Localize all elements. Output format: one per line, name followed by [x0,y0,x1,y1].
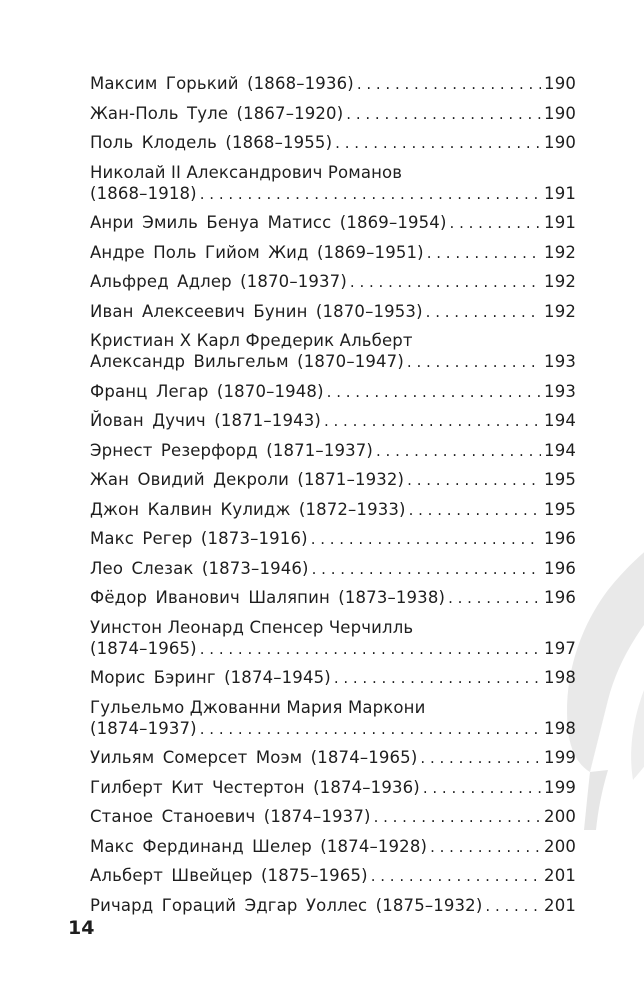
toc-entry-page: 190 [544,133,576,152]
toc-entry-page: 193 [544,352,576,371]
toc-entry-row [90,777,576,798]
toc-entry-page: 196 [544,529,576,548]
dot-leader [350,272,541,293]
toc-entry-page: 199 [544,748,576,767]
toc-entry-title: Эрнест Резерфорд (1871–1937) [90,440,373,460]
toc-entry-page: 192 [544,272,576,291]
toc-entry [90,558,576,579]
dot-leader [327,382,541,403]
toc-entry [90,667,576,688]
toc-entry-title: Макс Фердинанд Шелер (1874–1928) [90,836,428,856]
toc-entry-page: 197 [544,638,576,658]
toc-entry [90,212,576,233]
toc-entry [90,865,576,886]
toc-entry-row [90,440,576,461]
toc-entry [90,103,576,124]
toc-entry-row [90,301,576,322]
toc-entry-page: 193 [544,381,576,401]
dot-leader [200,184,541,205]
dot-leader [430,837,541,858]
toc-entry-row [90,806,576,827]
toc-entry-row [90,747,576,768]
toc-entry-row [90,183,576,204]
page-number: 14 [68,917,95,939]
toc-entry-title: Жан Овидий Декроли (1871–1932) [90,470,405,489]
dot-leader [426,302,541,323]
toc-entry-row [90,132,576,153]
dot-leader [335,133,541,154]
toc-entry-title: Франц Легар (1870–1948) [90,381,324,401]
dot-leader [450,213,542,234]
toc-entry-title: Гилберт Кит Честертон (1874–1936) [90,777,420,797]
toc-entry-row [90,73,576,94]
toc-entry-title: Жан-Поль Туле (1867–1920) [90,103,344,123]
dot-leader [200,719,541,740]
toc-entry-title: Лео Слезак (1873–1946) [90,558,309,578]
dot-leader [346,104,541,125]
toc-entry-page: 196 [544,558,576,578]
toc-entry-row [90,410,576,431]
dot-leader [485,896,541,917]
toc-entry [90,836,576,857]
toc-entry [90,528,576,549]
toc-entry-page: 192 [544,301,576,321]
toc-entry-title: (1874–1937) [90,718,197,738]
toc-entry-row [90,242,576,263]
toc-entry-page: 200 [544,807,576,826]
toc-entry-row [90,103,576,124]
toc-entry-page: 195 [544,470,576,489]
toc-entry [90,73,576,94]
toc-entry-title-line: Николай II Александрович Романов [90,162,403,182]
toc-entry [90,747,576,768]
toc-entry-row [90,499,576,520]
toc-entry-title: Морис Бэринг (1874–1945) [90,668,331,687]
toc-entry-title: Анри Эмиль Бенуа Матисс (1869–1954) [90,213,447,232]
toc-entry-page: 196 [544,588,576,607]
dot-leader [324,411,541,432]
dot-leader [407,352,541,373]
toc-entry-title: Александр Вильгельм (1870–1947) [90,352,404,371]
toc-entry-page: 201 [544,895,576,915]
toc-entry [90,697,576,739]
toc-entry-row [90,528,576,549]
toc-entry-page: 190 [544,103,576,123]
toc-entry [90,617,576,659]
dot-leader [312,559,541,580]
toc-entry-row [90,212,576,233]
toc-entry [90,301,576,322]
toc-entry-title: Станое Станоевич (1874–1937) [90,807,371,826]
toc-entry-row [90,381,576,402]
toc-entry-row [90,638,576,659]
toc-entry-page: 191 [544,213,576,232]
toc-entry-title: Альфред Адлер (1870–1937) [90,272,347,291]
toc-entry [90,381,576,402]
toc-entry-title: Ричард Гораций Эдгар Уоллес (1875–1932) [90,895,483,915]
toc-entry-title-line: Гульельмо Джованни Мария Маркони [90,697,426,717]
toc-entry [90,777,576,798]
dot-leader [334,668,541,689]
toc-entry-title: Фёдор Иванович Шаляпин (1873–1938) [90,588,446,607]
toc-entry-page: 191 [544,183,576,203]
dot-leader [200,639,541,660]
toc-entry [90,271,576,292]
toc-entry-title: Максим Горький (1868–1936) [90,74,354,93]
toc-entry-title: Поль Клодель (1868–1955) [90,133,333,152]
toc-entry-row [90,667,576,688]
toc-entry-row [90,587,576,608]
table-of-contents [90,73,576,924]
toc-entry-page: 192 [544,242,576,262]
toc-entry [90,469,576,490]
toc-entry-row [90,718,576,739]
toc-entry [90,162,576,204]
toc-entry-row [90,836,576,857]
dot-leader [423,778,541,799]
toc-entry [90,499,576,520]
dot-leader [407,470,541,491]
toc-entry-row [90,271,576,292]
toc-entry [90,132,576,153]
toc-entry-title: Альберт Швейцер (1875–1965) [90,866,368,885]
toc-entry-title: Йован Дучич (1871–1943) [90,411,321,430]
toc-entry-title: Уильям Сомерсет Моэм (1874–1965) [90,748,418,767]
dot-leader [357,74,541,95]
toc-entry-title: (1874–1965) [90,638,197,658]
dot-leader [311,529,541,550]
toc-entry-row [90,351,576,372]
toc-entry-title: Андре Поль Гийом Жид (1869–1951) [90,242,424,262]
toc-entry-row [90,469,576,490]
toc-entry-page: 195 [544,499,576,519]
toc-entry-page: 198 [544,718,576,738]
toc-entry-row [90,865,576,886]
toc-entry [90,330,576,372]
dot-leader [376,441,541,462]
toc-entry [90,410,576,431]
toc-entry-title: (1868–1918) [90,183,197,203]
toc-entry-title: Иван Алексеевич Бунин (1870–1953) [90,301,423,321]
toc-entry [90,895,576,916]
toc-entry [90,440,576,461]
toc-entry-page: 194 [544,440,576,460]
toc-entry-page: 199 [544,777,576,797]
dot-leader [371,866,541,887]
toc-entry-title: Джон Калвин Кулидж (1872–1933) [90,499,406,519]
toc-entry-title: Макс Регер (1873–1916) [90,529,308,548]
toc-entry [90,806,576,827]
toc-entry-page: 198 [544,668,576,687]
dot-leader [427,243,541,264]
toc-entry-row [90,895,576,916]
dot-leader [409,500,541,521]
toc-entry [90,242,576,263]
dot-leader [448,588,541,609]
toc-entry-page: 200 [544,836,576,856]
toc-entry-page: 194 [544,411,576,430]
toc-entry-title-line: Уинстон Леонард Спенсер Черчилль [90,617,414,637]
toc-entry-title-line: Кристиан X Карл Фредерик Альберт [90,331,413,350]
toc-entry [90,587,576,608]
dot-leader [420,748,541,769]
dot-leader [374,807,541,828]
toc-entry-page: 201 [544,866,576,885]
toc-entry-row [90,558,576,579]
toc-entry-page: 190 [544,74,576,93]
